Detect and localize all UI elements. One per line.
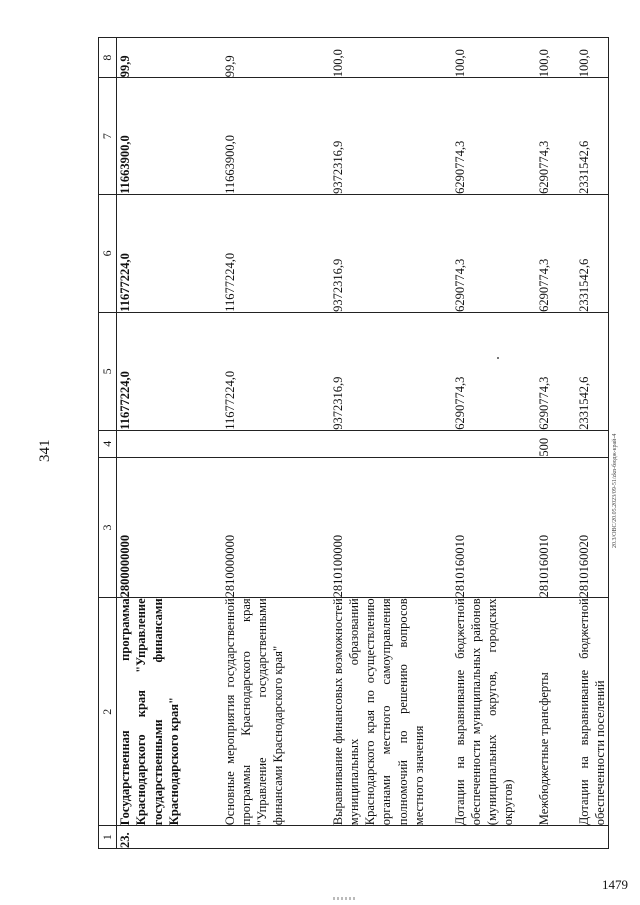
row-value-6: 9372316,9 [330,194,452,312]
table-row [117,38,222,849]
row-value-8: 99,9 [222,38,330,78]
column-header: 4 [99,430,117,457]
row-value-7: 6290774,3 [452,78,536,195]
row-code: 2810160020 [576,457,609,598]
row-number [222,826,330,849]
budget-table [98,37,607,849]
row-value-7: 2331542,6 [576,78,609,195]
row-value-6: 11677224,0 [117,194,222,312]
row-value-8: 100,0 [452,38,536,78]
row-value-5: 9372316,9 [330,312,452,430]
row-code: 2810160010 [452,457,536,598]
column-header: 8 [99,38,117,78]
row-value-6: 6290774,3 [536,194,576,312]
row-value-5: 2331542,6 [576,312,609,430]
row-value-5: 11677224,0 [222,312,330,430]
column-header: 1 [99,826,117,849]
row-number [576,826,609,849]
row-value-8: 100,0 [330,38,452,78]
row-name: Межбюджетные трансферты [536,598,576,826]
row-value-7: 6290774,3 [536,78,576,195]
row-expense-type [222,430,330,457]
row-name: Дотации на выравнивание бюджетной обеспеченности поселений [576,598,607,826]
row-value-8: 99,9 [117,38,222,78]
row-expense-type [576,430,609,457]
row-expense-type [330,430,452,457]
row-value-8: 100,0 [576,38,609,78]
row-code: 2810160010 [536,457,576,598]
row-number [330,826,452,849]
row-name: Государственная программа Краснодарского края "Управление государственными финансами Краснодарского края" [117,598,222,826]
row-expense-type [117,430,222,457]
row-value-7: 9372316,9 [330,78,452,195]
row-code: 2810100000 [330,457,452,598]
row-value-5: 11677224,0 [117,312,222,430]
column-header: 7 [99,78,117,195]
row-value-6: 6290774,3 [452,194,536,312]
row-name: Основные мероприятия государственной программы Краснодарского края "Управление государственными финансами Краснодарского края" [222,598,330,826]
row-number [536,826,576,849]
table-row [452,38,536,849]
column-header: 6 [99,194,117,312]
column-header: 3 [99,457,117,598]
row-value-5: 6290774,3 [536,312,576,430]
row-number [452,826,536,849]
page-number: 341 [37,439,53,462]
row-value-5: 6290774,3 [452,312,536,430]
table-header-row [99,38,117,849]
scan-artifact [333,897,355,900]
row-name: Выравнивание финансовых возможностей муниципальных образований Краснодарского края по осуществлению органами местного самоуправления полномочий по решению вопросов местного значения [330,598,452,826]
row-code: 2810000000 [222,457,330,598]
row-name: Дотации на выравнивание бюджетной обеспеченности муниципальных районов (муниципальных округов, городских округов) [452,598,536,826]
row-value-7: 11663900,0 [117,78,222,195]
column-header: 5 [99,312,117,430]
footer-number: 1479 [602,877,628,892]
row-value-8: 100,0 [536,38,576,78]
row-number: 23. [117,826,222,849]
row-expense-type: 500 [536,430,576,457]
document-stamp: 20.3/OBC/20.05.2023/09-51/zkn-бюдж-край-4 [612,433,618,548]
row-value-6: 2331542,6 [576,194,609,312]
row-value-7: 11663900,0 [222,78,330,195]
table-row [576,38,609,849]
column-header: 2 [99,598,117,826]
table-row [536,38,576,849]
row-expense-type [452,430,536,457]
row-value-6: 11677224,0 [222,194,330,312]
table-row [330,38,452,849]
row-code: 2800000000 [117,457,222,598]
table-row [222,38,330,849]
